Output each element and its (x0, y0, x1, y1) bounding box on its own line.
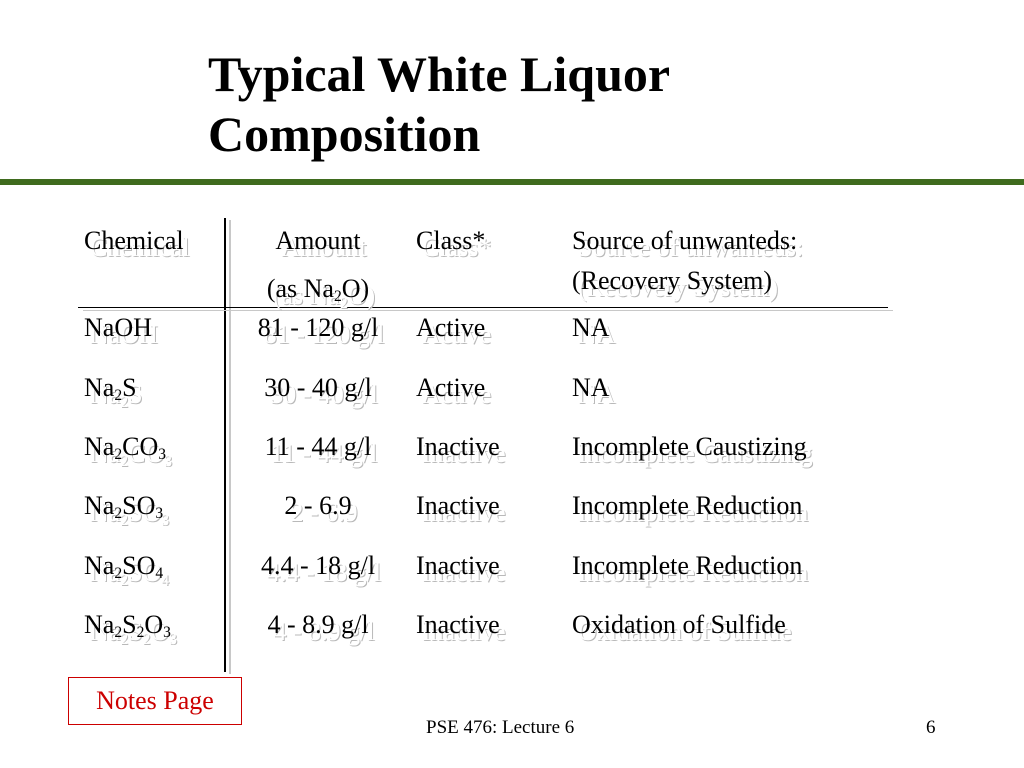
slide-title-line-2: Composition (208, 106, 481, 162)
table-row-chemical: $Na_2S$ (84, 373, 137, 404)
table-row-amount: 4.4 - 18 g/l (260, 551, 376, 580)
table-row-class: Inactive (416, 551, 500, 580)
table-row-amount: 30 - 40 g/l (264, 373, 372, 402)
table-column-divider (224, 218, 226, 672)
table-row-amount: 4 - 8.9 g/l (267, 610, 369, 639)
slide-number: 6 (926, 717, 936, 738)
table-row-source: NA (572, 313, 610, 342)
table-row-source: NA (572, 373, 610, 402)
table-row-class: Inactive (416, 491, 500, 520)
title-divider (0, 179, 1024, 185)
slide-title (208, 44, 988, 164)
table-row-source: Incomplete Reduction (572, 491, 803, 520)
table-row-chemical: $Na_2CO_3$ (84, 432, 167, 463)
table-row-amount: 81 - 120 g/l (257, 313, 379, 342)
footer-lecture: PSE 476: Lecture 6 (426, 717, 575, 738)
header-source-subtitle: (Recovery System) (572, 266, 773, 295)
table-row-source: Oxidation of Sulfide (572, 610, 786, 639)
table-row-chemical: $Na_2S_2O_3$ (84, 610, 171, 641)
header-amount: Amount (275, 226, 361, 255)
table-row-chemical: NaOH (84, 313, 152, 342)
table-row-class: Inactive (416, 610, 500, 639)
table-row-class: Active (416, 373, 486, 402)
table-row-source: Incomplete Reduction (572, 551, 803, 580)
table-header-divider (78, 307, 888, 308)
slide-title-line-1: Typical White Liquor (208, 46, 671, 102)
table-row-source: Incomplete Caustizing (572, 432, 807, 461)
notes-page-button[interactable]: Notes Page (68, 677, 242, 725)
header-class: Class* (416, 226, 486, 255)
table-row-amount: 11 - 44 g/l (264, 432, 372, 461)
table-row-amount: 2 - 6.9 (284, 491, 352, 520)
header-source: Source of unwanteds: (572, 226, 798, 255)
table-row-chemical: $Na_2SO_4$ (84, 551, 164, 582)
table-row-chemical: $Na_2SO_3$ (84, 491, 164, 522)
header-amount-basis: (as $Na_2O$) (266, 274, 370, 305)
table-row-class: Active (416, 313, 486, 342)
table-row-class: Inactive (416, 432, 500, 461)
header-chemical: Chemical (84, 226, 184, 255)
